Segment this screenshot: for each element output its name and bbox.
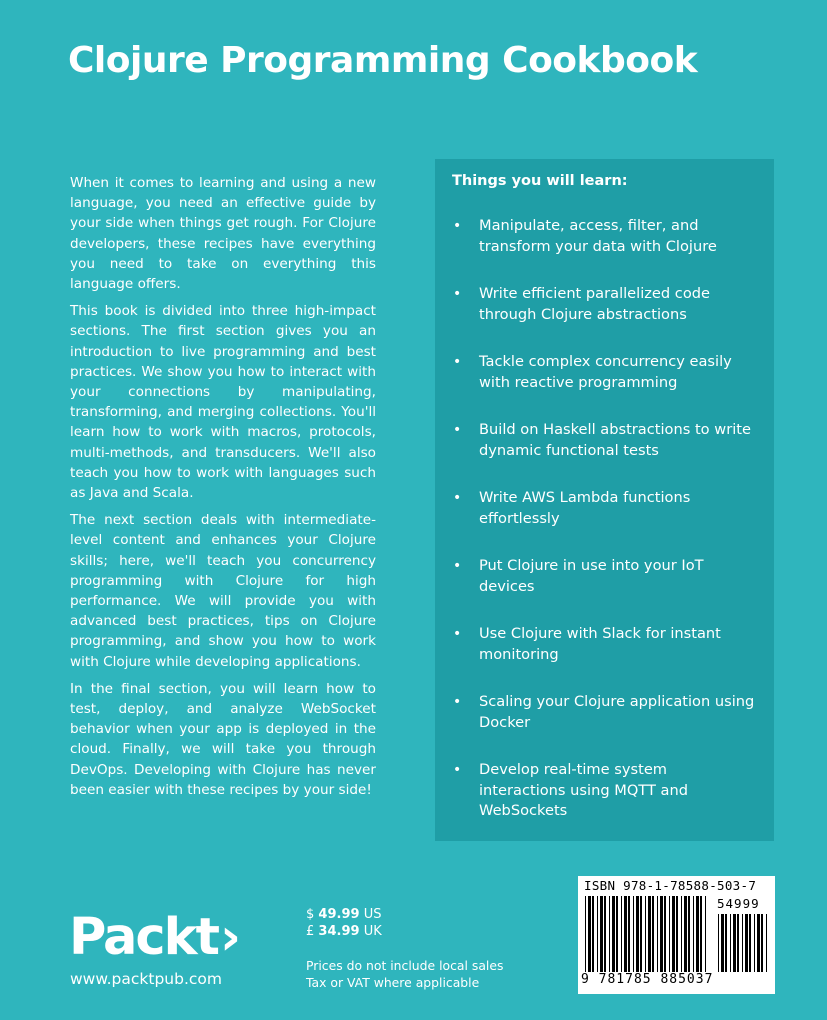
price-gbp: £ 34.99 UK xyxy=(306,924,382,939)
barcode-bar xyxy=(592,896,594,972)
learn-panel xyxy=(435,159,774,841)
learn-item xyxy=(452,556,756,624)
learn-item-text: Use Clojure with Slack for instant monitoring xyxy=(479,625,721,663)
barcode-bar xyxy=(597,896,598,972)
learn-item-text: Tackle complex concurrency easily with reactive programming xyxy=(479,353,732,391)
learn-item-text: Put Clojure in use into your IoT devices xyxy=(479,557,704,595)
bullet-icon: • xyxy=(453,490,462,506)
learn-heading: Things you will learn: xyxy=(452,173,628,189)
barcode-bar xyxy=(588,896,591,972)
barcode-bar xyxy=(648,896,651,972)
barcode-bar xyxy=(669,896,670,972)
price-usd-amount: 49.99 xyxy=(318,907,360,922)
book-title: Clojure Programming Cookbook xyxy=(68,40,698,81)
barcode-bar xyxy=(636,896,639,972)
learn-item-text: Build on Haskell abstractions to write dynamic functional tests xyxy=(479,421,751,459)
learn-item-text: Manipulate, access, filter, and transform your data with Clojure xyxy=(479,217,717,255)
learn-item xyxy=(452,488,756,556)
price-gbp-amount: 34.99 xyxy=(318,924,360,939)
barcode-bar xyxy=(721,914,724,972)
learn-item xyxy=(452,760,756,828)
isbn-barcode xyxy=(578,876,775,994)
barcode-bar xyxy=(766,914,767,972)
description-paragraph: In the final section, you will learn how to test, deploy, and analyze WebSocket behavior when your app is deployed in the cloud. Finally, we will take you through DevOps. Developing with Clojure has never been easier with these recipes by your side! xyxy=(70,680,376,798)
disclaimer-line: Prices do not include local sales xyxy=(306,958,504,973)
price-usd: $ 49.99 US xyxy=(306,907,382,922)
barcode-bar xyxy=(657,896,658,972)
barcode-bar xyxy=(609,896,610,972)
barcode-bar xyxy=(585,896,586,972)
bullet-icon: • xyxy=(453,694,462,710)
barcode-bar xyxy=(681,896,682,972)
bullet-icon: • xyxy=(453,422,462,438)
barcode-bar xyxy=(745,914,748,972)
barcode-bar xyxy=(672,896,675,972)
price-disclaimer xyxy=(306,957,503,991)
bullet-icon: • xyxy=(453,558,462,574)
barcode-bar xyxy=(705,896,706,972)
description-paragraph: This book is divided into three high-impact sections. The first section gives you an introduction to live programming and best practices. We show you how to interact with your connections by manipulating, transforming, and merging collections. You'll learn how to work with macros, protocols, multi-methods, and transducers. We'll also teach you how to work with languages such as Java and Scala. xyxy=(70,303,376,502)
barcode-bar xyxy=(742,914,743,972)
learn-item-text: Write efficient parallelized code through Clojure abstractions xyxy=(479,285,711,323)
barcode-bar xyxy=(737,914,739,972)
barcode-bar xyxy=(645,896,646,972)
barcode-digits: 9 781785 885037 xyxy=(581,972,714,987)
isbn-text: ISBN 978-1-78588-503-7 xyxy=(584,878,757,893)
learn-item xyxy=(452,624,756,692)
barcode-bar xyxy=(757,914,760,972)
learn-list xyxy=(452,216,756,828)
learn-item-text: Develop real-time system interactions using MQTT and WebSockets xyxy=(479,761,688,819)
barcode-bar xyxy=(696,896,699,972)
learn-item xyxy=(452,420,756,488)
barcode-bar xyxy=(730,914,731,972)
barcode-bar xyxy=(621,896,622,972)
barcode-bar xyxy=(718,914,719,972)
barcode-bar xyxy=(660,896,663,972)
bullet-icon: • xyxy=(453,354,462,370)
description-paragraph: The next section deals with intermediate-level content and enhances your Clojure skills; here, we'll teach you concurrency programming with Clojure for high performance. We will provide you with advanced best practices, tips on Clojure programming, and show you how to work with Clojure while developing applications. xyxy=(70,512,376,670)
barcode-bar xyxy=(754,914,755,972)
bullet-icon: • xyxy=(453,286,462,302)
barcode-bar xyxy=(693,896,694,972)
barcode-bar xyxy=(628,896,630,972)
publisher-website: www.packtpub.com xyxy=(70,970,222,988)
chevron-right-icon: › xyxy=(219,908,239,967)
logo-text: Packt xyxy=(69,908,218,967)
barcode-bar xyxy=(688,896,690,972)
barcode-price-code: 54999 xyxy=(717,896,760,911)
barcode-bar xyxy=(749,914,751,972)
barcode-bar xyxy=(604,896,606,972)
bullet-icon: • xyxy=(453,218,462,234)
learn-item xyxy=(452,692,756,760)
barcode-bar xyxy=(640,896,642,972)
learn-item-text: Write AWS Lambda functions effortlessly xyxy=(479,489,691,527)
barcode-bar xyxy=(684,896,687,972)
book-description xyxy=(70,173,376,807)
learn-item xyxy=(452,216,756,284)
learn-item-text: Scaling your Clojure application using Docker xyxy=(479,693,755,731)
barcode-bar xyxy=(624,896,627,972)
barcode-bar xyxy=(612,896,615,972)
bullet-icon: • xyxy=(453,626,462,642)
price-block xyxy=(306,906,382,940)
barcode-bar xyxy=(733,914,736,972)
barcode-bar xyxy=(616,896,618,972)
barcode-bar xyxy=(664,896,666,972)
description-paragraph: When it comes to learning and using a new language, you need an effective guide by your side when things get rough. For Clojure developers, these recipes have everything you need to take on everything this language offers. xyxy=(70,175,376,293)
barcode-bar xyxy=(725,914,727,972)
barcode-bar xyxy=(700,896,702,972)
learn-item xyxy=(452,352,756,420)
learn-item xyxy=(452,284,756,352)
barcode-bar xyxy=(633,896,634,972)
barcode-bar xyxy=(761,914,763,972)
barcode-bar xyxy=(676,896,678,972)
disclaimer-line: Tax or VAT where applicable xyxy=(306,975,480,990)
barcode-bar xyxy=(600,896,603,972)
bullet-icon: • xyxy=(453,762,462,778)
barcode-bar xyxy=(652,896,654,972)
packt-logo xyxy=(69,908,239,968)
